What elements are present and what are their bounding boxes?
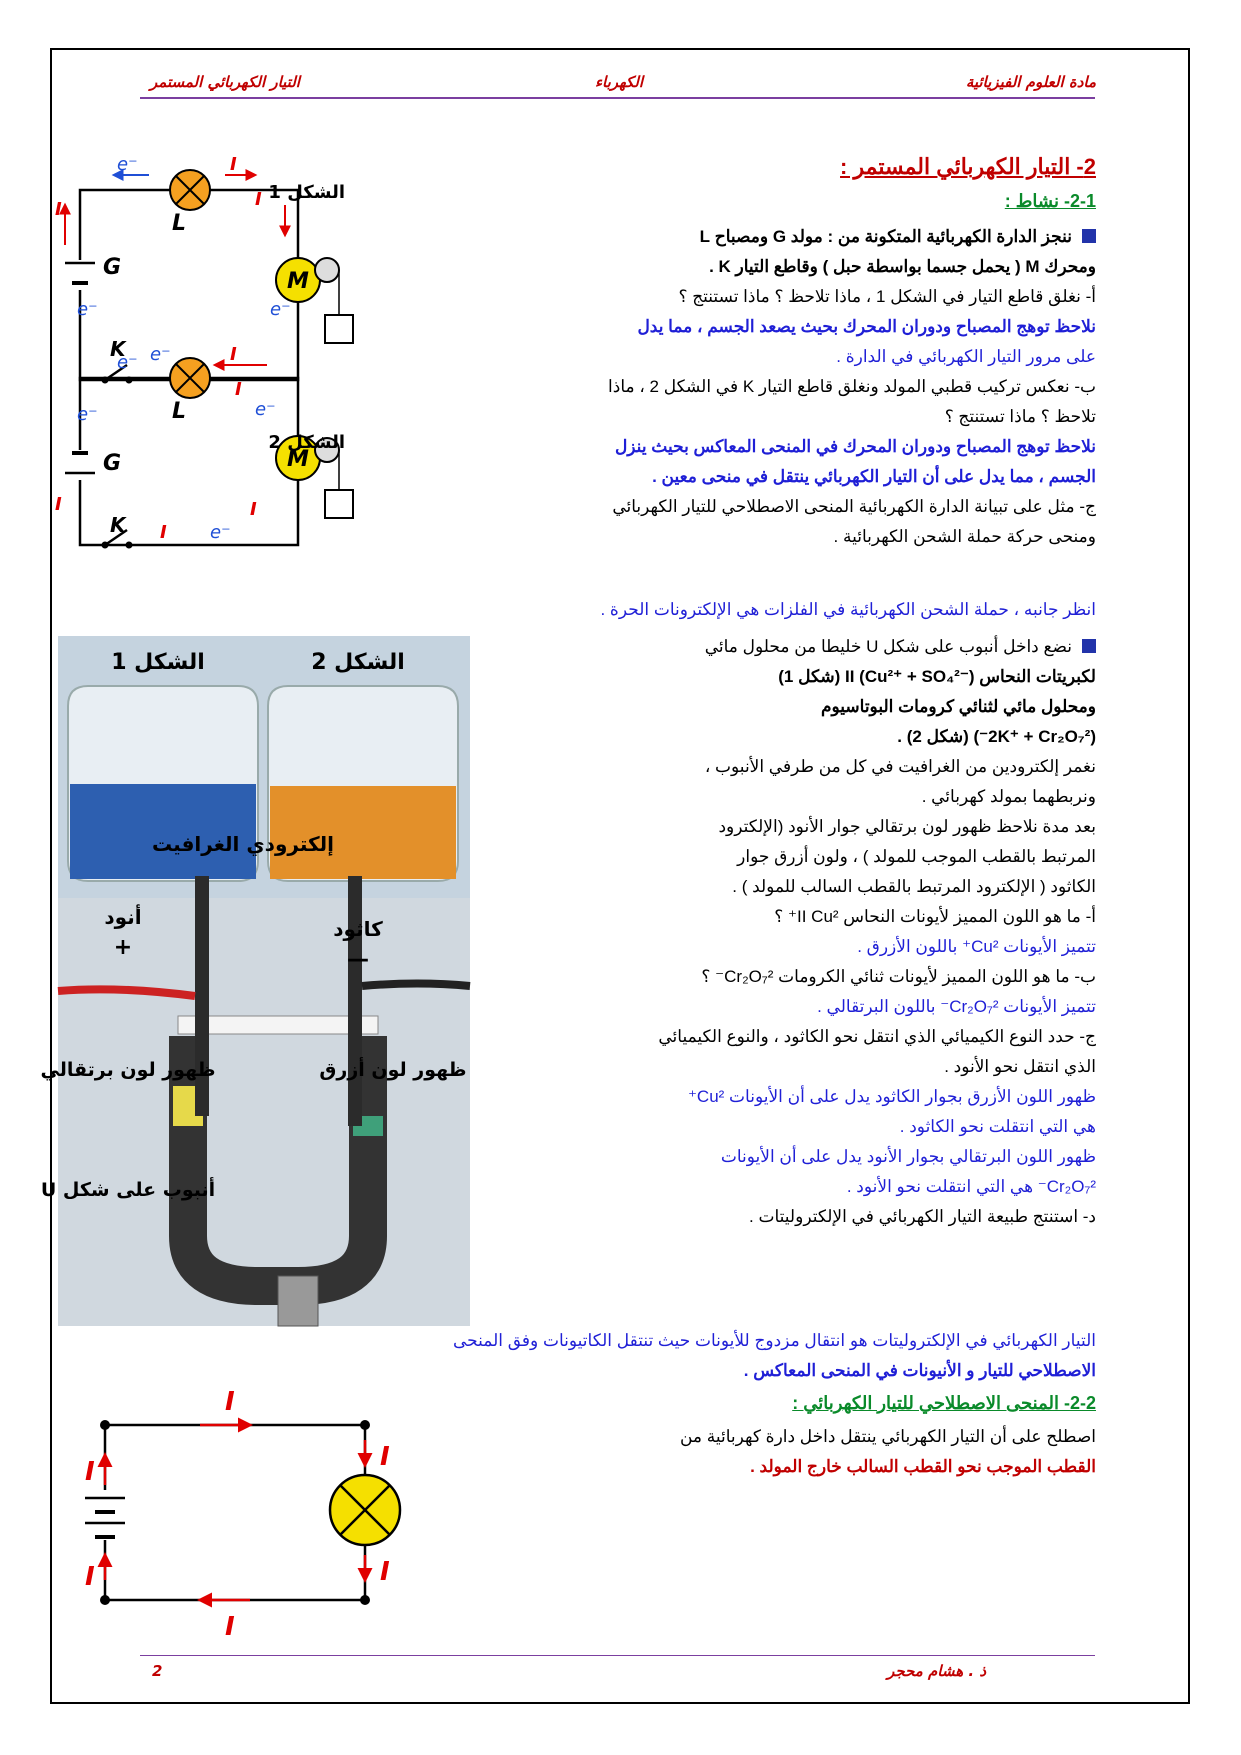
header-subject: مادة العلوم الفيزيائية <box>965 73 1096 91</box>
generator-gap <box>69 260 91 290</box>
current-label: I <box>255 189 262 210</box>
electron-label: e⁻ <box>117 154 138 175</box>
intro-paragraph: ننجز الدارة الكهربائية المتكونة من : مولد G ومصباح L ومحرك M ( يحمل جسما بواسطة حبل ) وقاطع التيار K . أ- نغلق قاطع التيار في الشكل 1 ، ماذا تلاحظ ؟ ماذا تستنتج ؟ نلاحظ توهج المصباح ودوران المحرك بحيث يصعد الجسم ، مما يدل على مرور التيار الكهربائي في الدارة . ب- نعكس تركيب قطبي المولد ونغلق قاطع التيار K في الشكل 2 ، ماذا تلاحظ ؟ ماذا تستنتج ؟ نلاحظ توهج المصباح ودوران المحرك في المنحى المعاكس بحيث ينزل الجسم ، مما يدل على أن التيار الكهربائي ينتقل في منحى معين . ج- مثل على تبيانة الدارة الكهربائية المنحى الاصطلاحي للتيار الكهربائي ومنحى حركة حملة الشحن الكهربائية . <box>608 227 1096 546</box>
answer-c: انظر جانبه ، حملة الشحن الكهربائية في الفلزات هي الإلكترونات الحرة . <box>600 600 1096 619</box>
motor-symbol: M <box>287 447 309 472</box>
photo-fig1-label: الشكل 1 <box>111 650 205 675</box>
black-wire <box>362 984 470 987</box>
answer-d: التيار الكهربائي في الإلكتروليتات هو انتقال مزدوج للأيونات حيث تنتقل الكاتيونات وفق المنحى الاصطلاحي للتيار و الأنيونات في المنحى المعاكس . <box>453 1331 1096 1380</box>
generator-symbol: G <box>103 451 122 476</box>
generator-symbol: G <box>103 255 122 280</box>
electron-label: e⁻ <box>270 299 291 320</box>
electron-label: e⁻ <box>77 299 98 320</box>
current-label: I <box>160 522 167 543</box>
current-label: I <box>380 1557 390 1587</box>
current-label: I <box>55 199 62 220</box>
header-unit: الكهرباء <box>595 73 644 91</box>
current-label: I <box>230 344 237 365</box>
bullet-square-icon <box>1082 229 1096 243</box>
current-label: I <box>225 1612 235 1642</box>
stand-clamp <box>278 1276 318 1326</box>
plus-sign: + <box>113 935 133 960</box>
switch-symbol: K <box>110 513 126 537</box>
tube-label: أنبوب على شكل U <box>40 1179 216 1201</box>
electron-label: e⁻ <box>117 352 138 373</box>
current-label: I <box>235 379 242 400</box>
header-divider <box>140 97 1095 99</box>
electron-label: e⁻ <box>77 404 98 425</box>
blue-label: ظهور لون أزرق <box>319 1059 467 1081</box>
page-number: 2 <box>152 1662 163 1680</box>
section-title: 2- التيار الكهربائي المستمر : <box>840 154 1096 179</box>
motor-symbol: M <box>287 269 309 294</box>
orange-label: ظهور لون برتقالي <box>40 1059 216 1081</box>
electrolysis-photo <box>40 636 470 1326</box>
electrodes-label: إلكترودي الغرافيت <box>152 832 334 856</box>
bullet-square-icon <box>1082 639 1096 653</box>
current-label: I <box>230 154 237 175</box>
convention-title: 2-2- المنحى الاصطلاحي للتيار الكهربائي : <box>792 1393 1096 1413</box>
convention-circuit <box>80 1380 450 1650</box>
lamp-symbol: L <box>172 211 187 236</box>
mass-block-icon <box>325 490 353 518</box>
electron-label: e⁻ <box>150 344 171 365</box>
convention-paragraph: اصطلح على أن التيار الكهربائي ينتقل داخل دارة كهربائية من القطب الموجب نحو القطب السالب خارج المولد . <box>679 1427 1096 1476</box>
photo-fig2-label: الشكل 2 <box>311 650 405 675</box>
experiment-paragraph: نضع داخل أنبوب على شكل U خليطا من محلول مائي لكبريتات النحاس II (Cu²⁺ + SO₄²⁻) (شكل 1) ومحلول مائي لثنائي كرومات البوتاسيوم (2K⁺ + Cr₂O₇²⁻) (شكل 2) . نغمر إلكترودين من الغرافيت في كل من طرفي الأنبوب ، ونربطهما بمولد كهربائي . بعد مدة نلاحظ ظهور لون برتقالي جوار الأنود (الإلكترود المرتبط بالقطب الموجب للمولد ) ، ولون أزرق جوار الكاثود ( الإلكترود المرتبط بالقطب السالب للمولد ) . أ- ما هو اللون المميز لأيونات النحاس II Cu²⁺ ؟ تتميز الأيونات Cu²⁺ باللون الأزرق . ب- ما هو اللون المميز لأيونات ثنائي الكرومات Cr₂O₇²⁻ ؟ تتميز الأيونات Cr₂O₇²⁻ باللون البرتقالي . ج- حدد النوع الكيميائي الذي انتقل نحو الكاثود ، والنوع الكيميائي الذي انتقل نحو الأنود . ظهور اللون الأزرق بجوار الكاثود يدل على أن الأيونات Cu²⁺ هي التي انتقلت نحو الكاثود . ظهور اللون البرتقالي بجوار الأنود يدل على أن الأيونات Cr₂O₇²⁻ هي التي انتقلت نحو الأنود . د- استنتج طبيعة التيار الكهربائي في الإلكتروليتات . <box>658 637 1096 1226</box>
cathode-electrode <box>348 876 362 1126</box>
current-label: I <box>250 499 257 520</box>
current-label: I <box>225 1387 235 1417</box>
activity-title: 2-1- نشاط : <box>1004 191 1096 211</box>
electron-label: e⁻ <box>255 399 276 420</box>
current-label: I <box>55 494 62 515</box>
cathode-label: كاثود <box>333 917 383 941</box>
lamp-symbol: L <box>172 399 187 424</box>
electron-label: e⁻ <box>210 522 231 543</box>
circuit-2-label: الشكل 2 <box>268 432 345 453</box>
switch-symbol: K <box>110 337 126 361</box>
footer-divider <box>140 1655 1095 1656</box>
pulley-icon <box>315 258 339 282</box>
mass-block-icon <box>325 315 353 343</box>
header-lesson: التيار الكهربائي المستمر <box>150 73 300 91</box>
current-label: I <box>85 1562 95 1592</box>
anode-label: أنود <box>104 905 142 929</box>
circuit-wires <box>105 1425 365 1600</box>
minus-sign: — <box>347 947 369 972</box>
circuit-figures <box>55 150 455 620</box>
current-label: I <box>85 1457 95 1487</box>
footer-author: ذ . هشام محجر <box>887 1662 986 1680</box>
current-label: I <box>380 1442 390 1472</box>
circuit-1-label: الشكل 1 <box>268 182 345 203</box>
